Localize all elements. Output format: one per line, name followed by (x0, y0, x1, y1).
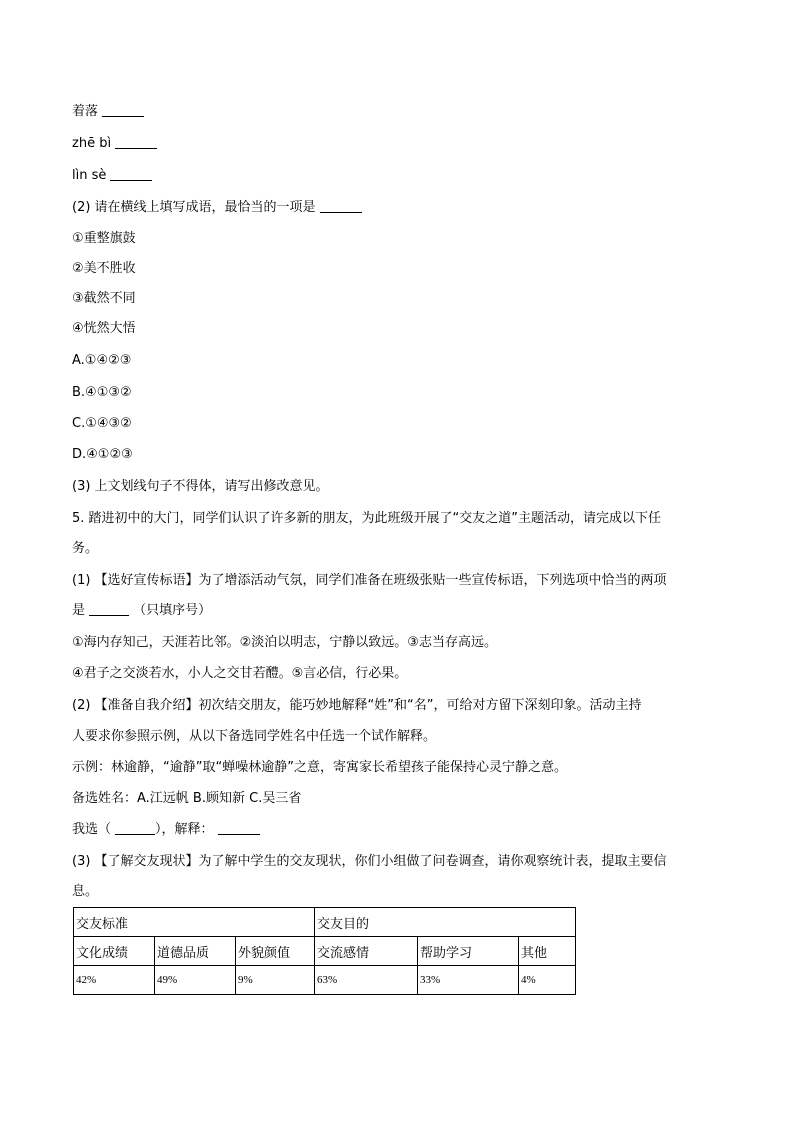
option-d: D.④①②③ (72, 447, 133, 462)
table-group-row (74, 908, 576, 937)
q5-part2-line2: 人要求你参照示例，从以下备选同学姓名中任选一个试作解释。 (72, 729, 437, 744)
idiom-1: ①重整旗鼓 (72, 231, 136, 246)
table-header-cell: 道德品质 (155, 937, 236, 966)
q4-part2-text: (2) 请在横线上填写成语，最恰当的一项是 (72, 200, 316, 215)
q5-part1-pre: 是 (72, 603, 86, 618)
survey-table (73, 907, 576, 995)
option-a: A.①④②③ (72, 353, 132, 368)
idiom-2: ②美不胜收 (72, 261, 136, 276)
q5-part1-line1: (1) 【选好宣传标语】为了增添活动气氛，同学们准备在班级张贴一些宣传标语，下列选项中恰当的两项 (72, 573, 667, 588)
answer-blank[interactable] (320, 198, 362, 213)
table-cell: 4% (519, 966, 576, 995)
idiom-4: ④恍然大悟 (72, 321, 136, 336)
q5-intro-line2: 务。 (72, 541, 99, 556)
slogans-line2: ④君子之交淡若水，小人之交甘若醴。⑤言必信，行必果。 (72, 666, 408, 681)
option-b: B.④①③② (72, 385, 132, 400)
q5-part1-line2 (72, 601, 722, 621)
q5-part3-line2: 息。 (72, 884, 99, 899)
table-row (74, 966, 576, 995)
table-header-row (74, 937, 576, 966)
choose-mid: ），解释： (155, 822, 214, 837)
group-header-standard: 交友标准 (74, 908, 315, 937)
group-header-purpose: 交友目的 (315, 908, 576, 937)
q4-part2-prompt (72, 198, 722, 218)
answer-blank[interactable] (218, 820, 260, 835)
table-cell: 33% (418, 966, 519, 995)
example-text: 示例：林逾静，“逾静”取“蝉噪林逾静”之意，寄寓家长希望孩子能保持心灵宁静之意。 (72, 760, 567, 775)
table-cell: 49% (155, 966, 236, 995)
slogans-line1: ①海内存知己，天涯若比邻。②淡泊以明志，宁静以致远。③志当存高远。 (72, 635, 497, 650)
q5-part2-line1: (2) 【准备自我介绍】初次结交朋友，能巧妙地解释“姓”和“名”，可给对方留下深刻印象。活动主持 (72, 698, 642, 713)
table-header-cell: 交流感情 (315, 937, 418, 966)
candidate-names: 备选姓名：A.江远帆 B.顾知新 C.吴三省 (72, 791, 302, 806)
q4-part3: (3) 上文划线句子不得体，请写出修改意见。 (72, 479, 329, 494)
table-header-cell: 帮助学习 (418, 937, 519, 966)
choose-pre: 我选（ (72, 822, 112, 837)
q5-intro-line1: 5. 踏进初中的大门，同学们认识了许多新的朋友，为此班级开展了“交友之道”主题活动，请完成以下任 (72, 511, 662, 526)
answer-blank[interactable] (115, 820, 155, 835)
table-header-cell: 文化成绩 (74, 937, 155, 966)
idiom-3: ③截然不同 (72, 291, 136, 306)
answer-blank[interactable] (89, 601, 129, 616)
answer-blank[interactable] (102, 102, 144, 117)
word-zhuoluo: 着落 (72, 104, 99, 119)
pinyin-linse: lìn sè (72, 168, 107, 183)
pinyin-line-linse (72, 166, 722, 186)
q5-part3-line1: (3) 【了解交友现状】为了解中学生的交友现状，你们小组做了问卷调查，请你观察统计表，提取主要信 (72, 854, 667, 869)
word-line-zhuoluo (72, 102, 722, 122)
option-c: C.①④③② (72, 416, 132, 431)
table-header-cell: 其他 (519, 937, 576, 966)
table-cell: 9% (236, 966, 315, 995)
choose-line (72, 820, 722, 840)
table-cell: 63% (315, 966, 418, 995)
q5-part1-post: （只填序号） (133, 603, 212, 618)
answer-blank[interactable] (115, 134, 157, 149)
answer-blank[interactable] (110, 166, 152, 181)
table-header-cell: 外貌颜值 (236, 937, 315, 966)
table-cell: 42% (74, 966, 155, 995)
pinyin-line-zhebi (72, 134, 722, 154)
pinyin-zhebi: zhē bì (72, 136, 112, 151)
